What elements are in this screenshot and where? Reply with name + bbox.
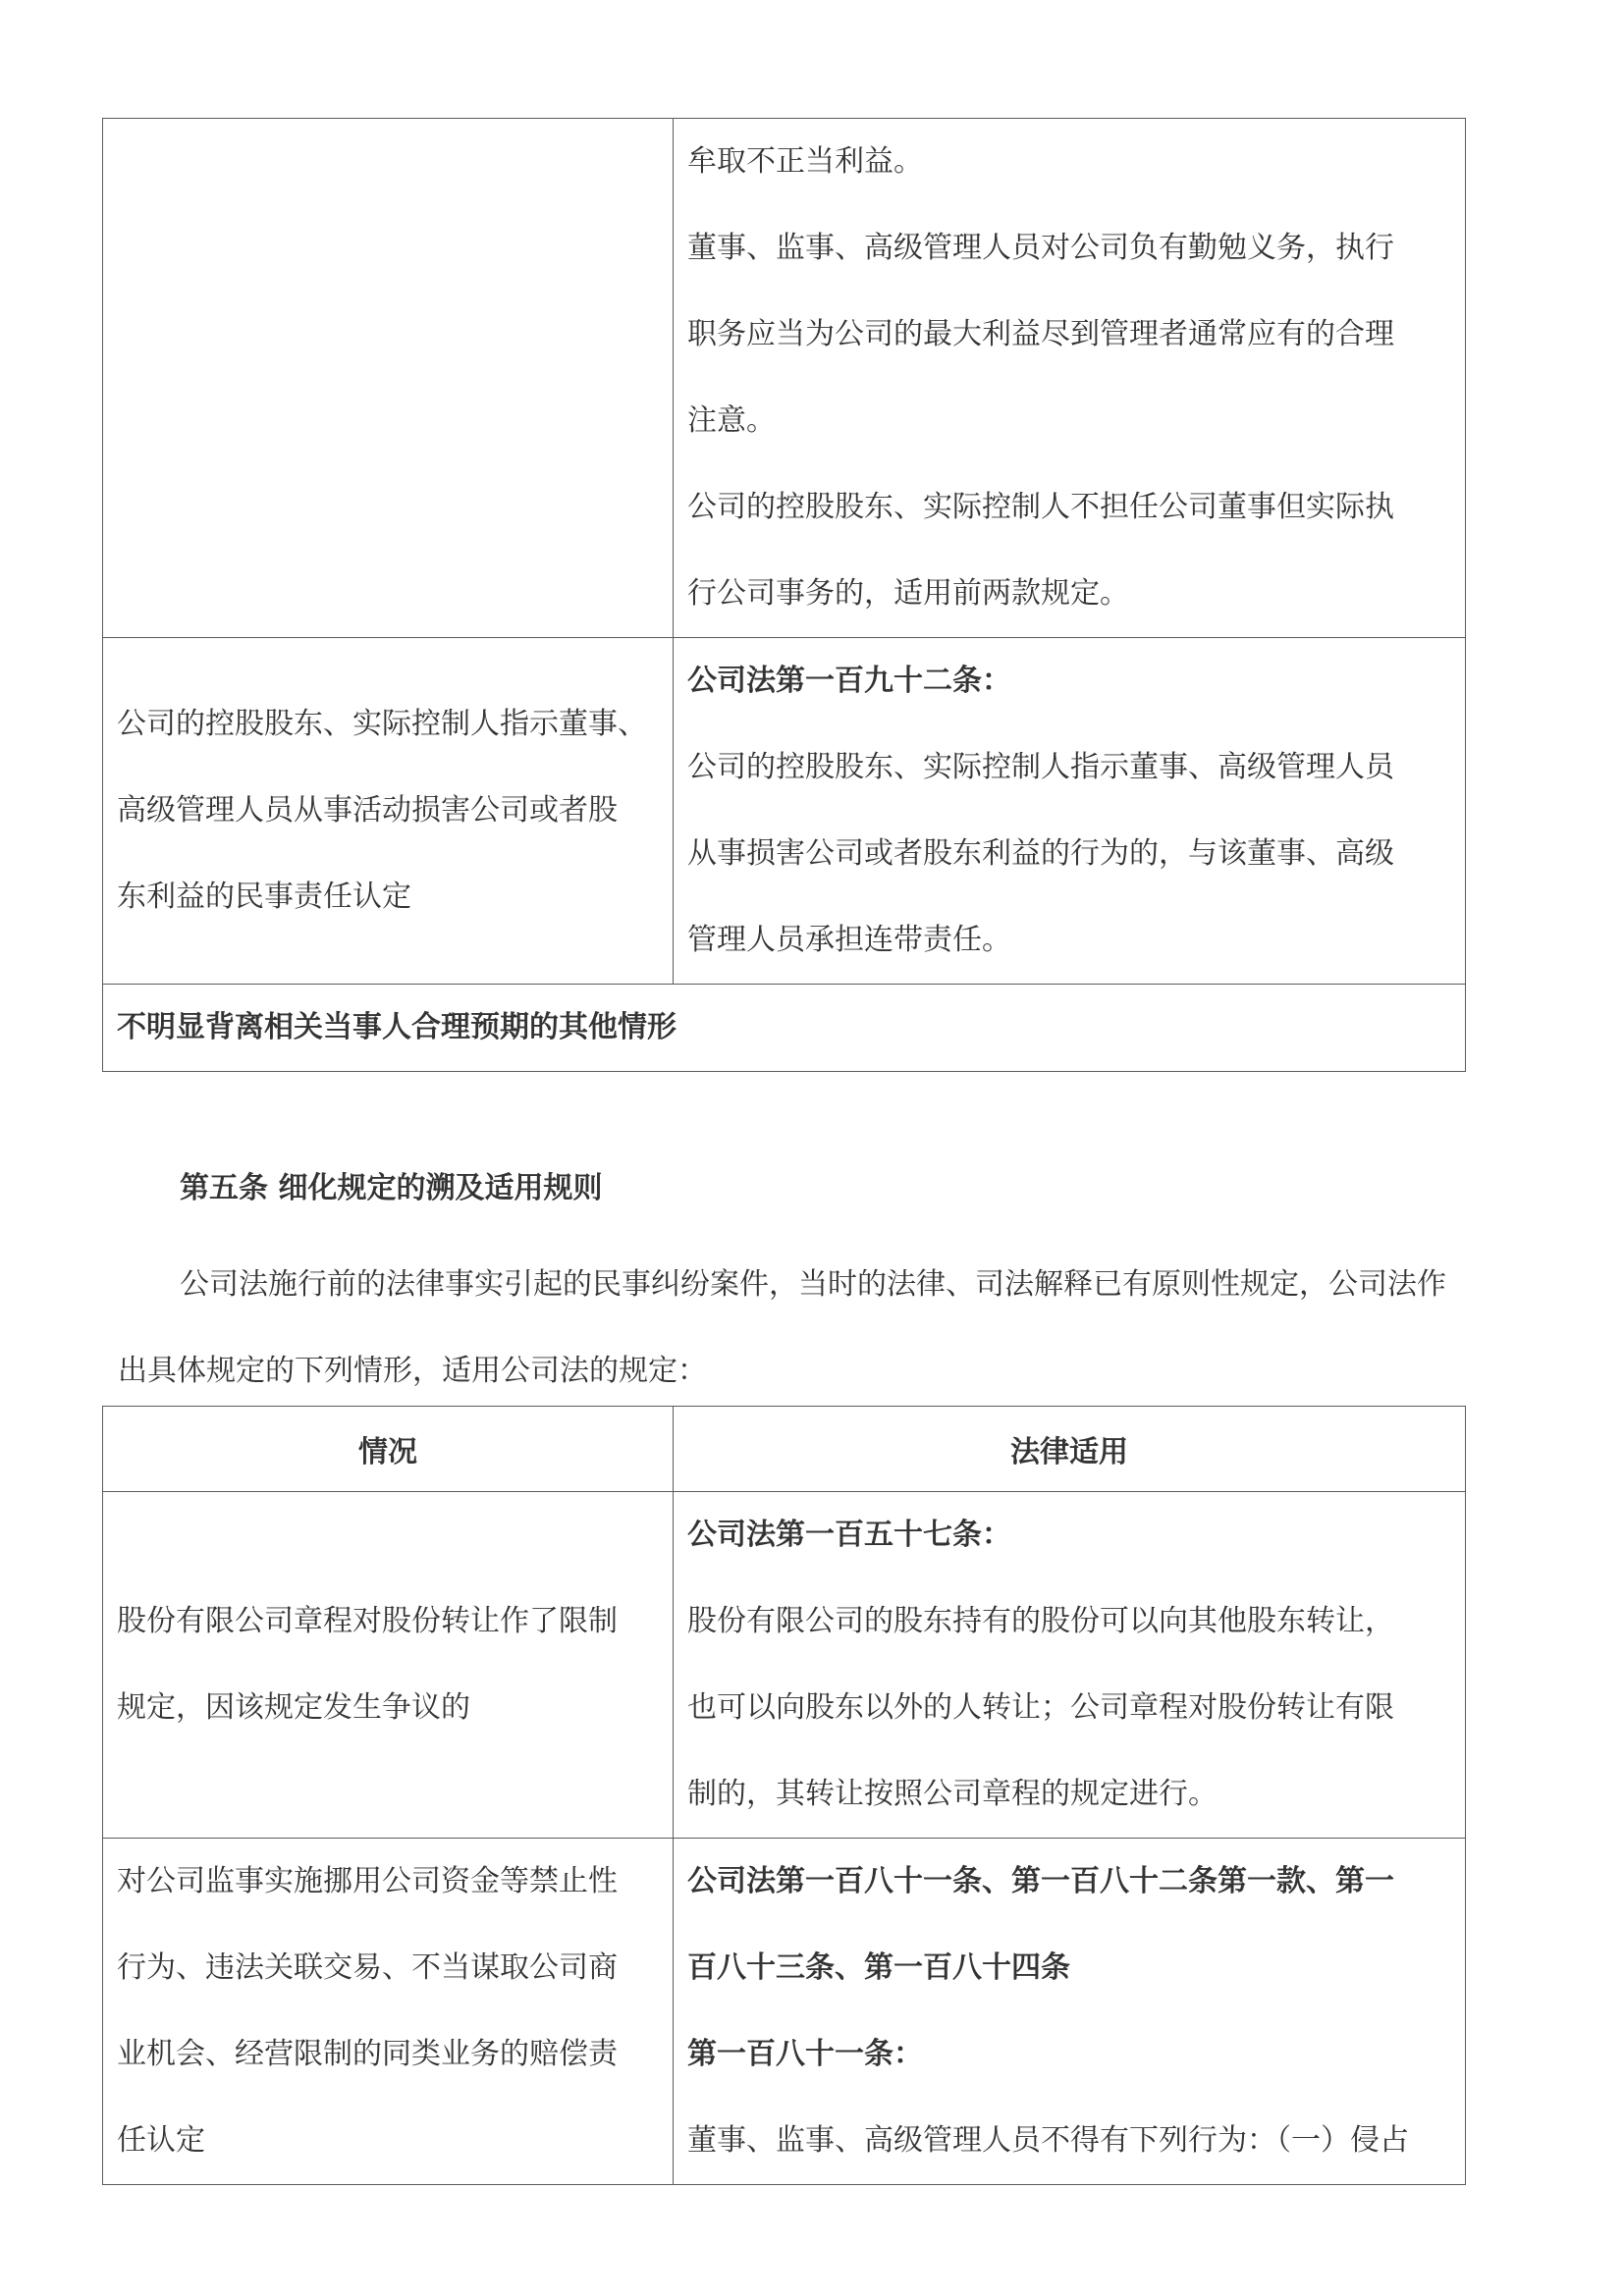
column-header-law: 法律适用 — [674, 1407, 1466, 1492]
text-line: 董事、监事、高级管理人员不得有下列行为：（一）侵占 — [687, 2123, 1409, 2158]
text-line: 不明显背离相关当事人合理预期的其他情形 — [117, 1010, 677, 1044]
text-line: 注意。 — [687, 403, 776, 438]
cell-situation — [103, 119, 674, 638]
cell-situation — [103, 1492, 674, 1839]
article-subtitle: 第一百八十一条： — [687, 2037, 923, 2071]
article-title: 百八十三条、第一百八十四条 — [687, 1950, 1070, 1985]
text-line: 公司的控股股东、实际控制人指示董事、高级管理人员 — [687, 750, 1394, 784]
text-line: 公司法施行前的法律事实引起的民事纠纷案件，当时的法律、司法解释已有原则性规定，公司法作 — [180, 1267, 1446, 1302]
cell-law — [674, 1492, 1466, 1839]
section-paragraph — [118, 1242, 1512, 1415]
table-row — [103, 1839, 1466, 2185]
text-line: 规定，因该规定发生争议的 — [117, 1690, 470, 1725]
table-header-row — [103, 1407, 1466, 1492]
cell-law — [674, 119, 1466, 638]
text-line: 股份有限公司章程对股份转让作了限制 — [117, 1604, 618, 1638]
text-line: 管理人员承担连带责任。 — [687, 923, 1011, 957]
cell-law — [674, 1839, 1466, 2185]
text-line: 行公司事务的，适用前两款规定。 — [687, 576, 1129, 611]
table-row — [103, 985, 1466, 1072]
text-line: 行为、违法关联交易、不当谋取公司商 — [117, 1950, 618, 1985]
text-line: 高级管理人员从事活动损害公司或者股 — [117, 793, 618, 828]
text-line: 公司的控股股东、实际控制人指示董事、 — [117, 707, 647, 741]
text-line: 任认定 — [117, 2123, 205, 2158]
text-line: 公司的控股股东、实际控制人不担任公司董事但实际执 — [687, 490, 1394, 524]
table-continued — [102, 118, 1466, 1072]
table-row — [103, 119, 1466, 638]
text-line: 东利益的民事责任认定 — [117, 880, 411, 914]
text-line: 制的，其转让按照公司章程的规定进行。 — [687, 1777, 1218, 1811]
cell-law — [674, 638, 1466, 985]
column-header-situation: 情况 — [103, 1407, 674, 1492]
text-line: 出具体规定的下列情形，适用公司法的规定： — [118, 1354, 707, 1388]
text-line: 牟取不正当利益。 — [687, 144, 923, 179]
section-heading: 第五条 细化规定的溯及适用规则 — [180, 1171, 603, 1205]
cell-situation — [103, 1839, 674, 2185]
table-row — [103, 1492, 1466, 1839]
text-line: 也可以向股东以外的人转让；公司章程对股份转让有限 — [687, 1690, 1394, 1725]
text-line: 董事、监事、高级管理人员对公司负有勤勉义务，执行 — [687, 231, 1394, 265]
article-title: 公司法第一百八十一条、第一百八十二条第一款、第一 — [687, 1864, 1394, 1898]
text-line: 业机会、经营限制的同类业务的赔偿责 — [117, 2037, 618, 2071]
text-line: 从事损害公司或者股东利益的行为的，与该董事、高级 — [687, 836, 1394, 871]
text-line: 职务应当为公司的最大利益尽到管理者通常应有的合理 — [687, 317, 1394, 351]
cell-other-situation — [103, 985, 1466, 1072]
cell-situation — [103, 638, 674, 985]
text-line: 股份有限公司的股东持有的股份可以向其他股东转让， — [687, 1604, 1394, 1638]
table-row — [103, 638, 1466, 985]
article-title: 公司法第一百五十七条： — [687, 1518, 1011, 1552]
table-rules — [102, 1406, 1466, 2185]
article-title: 公司法第一百九十二条： — [687, 664, 1011, 698]
text-line: 对公司监事实施挪用公司资金等禁止性 — [117, 1864, 618, 1898]
